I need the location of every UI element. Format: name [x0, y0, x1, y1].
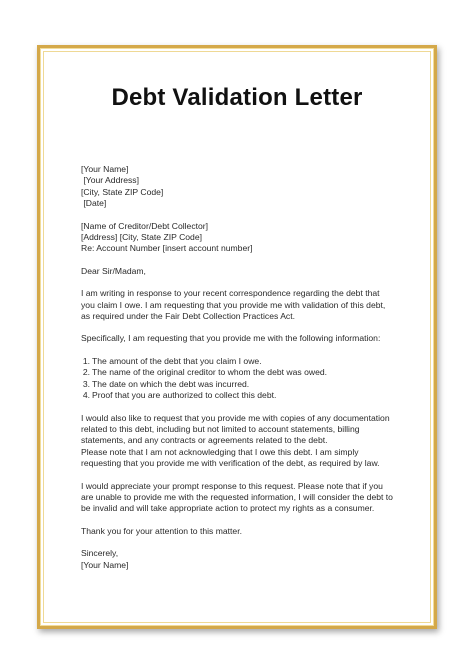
closing-name: [Your Name] — [81, 559, 129, 570]
paragraph-line: as required under the Fair Debt Collection Practices Act. — [81, 311, 295, 322]
list-text: The date on which the debt was incurred. — [92, 378, 250, 389]
list-number: 3. — [82, 378, 90, 389]
sender-address: [Your Address] — [81, 175, 139, 186]
list-number: 4. — [82, 390, 90, 401]
list-text: Proof that you are authorized to collect this debt. — [92, 390, 277, 401]
salutation: Dear Sir/Madam, — [81, 265, 146, 276]
list-text: The name of the original creditor to whom the debt was owed. — [92, 367, 328, 378]
recipient-address: [Address] [City, State ZIP Code] — [81, 232, 203, 243]
list-item — [81, 379, 401, 390]
paragraph-line: statements, and any contracts or agreements related to the debt. — [81, 435, 328, 446]
paragraph-thanks: Thank you for your attention to this matter. — [81, 525, 242, 536]
paragraph-line: are unable to provide me with the requested information, I will consider the debt to — [81, 491, 393, 502]
paragraph-line: be invalid and will take appropriate action to protect my rights as a consumer. — [81, 503, 375, 514]
sender-block — [81, 164, 401, 210]
closing-block — [81, 548, 401, 571]
sender-city: [City, State ZIP Code] — [81, 186, 164, 197]
account-reference: Re: Account Number [insert account number] — [81, 243, 253, 254]
paragraph-documentation — [81, 413, 401, 470]
paragraph-line: I would also like to request that you provide me with copies of any documentation — [81, 412, 390, 423]
list-item — [81, 356, 401, 367]
paragraph-intro — [81, 288, 401, 322]
paragraph-line: Please note that I am not acknowledging that I owe this debt. I am simply — [81, 446, 359, 457]
paragraph-line: you claim I owe. I am requesting that you provide me with validation of this debt, — [81, 299, 386, 310]
paragraph-line: requesting that you provide me with verification of the debt, as required by law. — [81, 458, 380, 469]
recipient-block — [81, 221, 401, 255]
paragraph-line: I am writing in response to your recent correspondence regarding the debt that — [81, 288, 380, 299]
list-number: 1. — [82, 355, 90, 366]
list-item — [81, 367, 401, 378]
closing-sincerely: Sincerely, — [81, 548, 119, 559]
recipient-name: [Name of Creditor/Debt Collector] — [81, 220, 209, 231]
list-item — [81, 390, 401, 401]
paragraph-line: I would appreciate your prompt response to this request. Please note that if you — [81, 480, 383, 491]
sender-date: [Date] — [81, 198, 107, 209]
letter-body — [81, 164, 401, 571]
letter-title: Debt Validation Letter — [111, 84, 363, 111]
list-number: 2. — [82, 367, 90, 378]
paragraph-line: related to this debt, including but not limited to account statements, billing — [81, 423, 360, 434]
sender-name: [Your Name] — [81, 164, 129, 174]
requested-info-list — [81, 356, 401, 402]
list-text: The amount of the debt that you claim I owe. — [92, 355, 262, 366]
paragraph-response — [81, 481, 401, 515]
paragraph-specifically: Specifically, I am requesting that you provide me with the following information: — [81, 333, 381, 344]
